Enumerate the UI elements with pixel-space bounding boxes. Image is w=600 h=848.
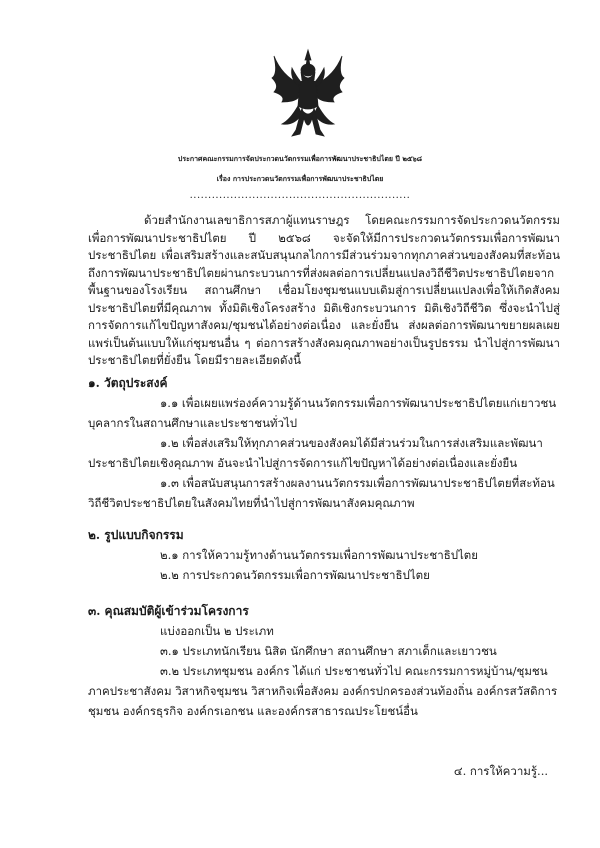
intro-paragraph: ด้วยสำนักงานเลขาธิการสภาผู้แทนราษฎร โดยคณะกรรมการจัดประกวดนวัตกรรมเพื่อการพัฒนาประชาธิปไตย ปี ๒๕๖๘ จะจัดให้มีการประกวดนวัตกรรมเพื่อการพัฒนาประชาธิปไตย เพื่อเสริมสร้างและสนับสนุนกลไกการมีส่วนร่วมจากทุกภาคส่วนของสังคมที่สะท้อนถึงการพัฒนาประชาธิปไตยผ่านกระบวนการที่ส่งผลต่อการเปลี่ยนแปลงวิถีชีวิตประชาธิปไตยจากพื้นฐานของโรงเรียน สถานศึกษา เชื่อมโยงชุมชนแบบเดิมสู่การเปลี่ยนแปลงเพื่อให้เกิดสังคมประชาธิปไตยที่มีคุณภาพ ทั้งมิติเชิงโครงสร้าง มิติเชิงกระบวนการ มิติเชิงวิถีชีวิต ซึ่งจะนำไปสู่การจัดการแก้ไขปัญหาสังคม/ชุมชนได้อย่างต่อเนื่อง และยั่งยืน ส่งผลต่อการพัฒนาขยายผลเผยแพร่เป็นต้นแบบให้แก่ชุมชนอื่น ๆ ต่อการสร้างสังคมคุณภาพอย่างเป็นรูปธรรม นำไปสู่การพัฒนาประชาธิปไตยที่ยั่งยืน โดยมีรายละเอียดดังนี้ [88,213,560,367]
section1-heading: ๑. วัตถุประสงค์ [88,376,168,390]
section3-intro: แบ่งออกเป็น ๒ ประเภท [160,624,274,638]
section1-item3-line2: วิถีชีวิตประชาธิปไตยในสังคมไทยที่นำไปสู่การพัฒนาสังคมคุณภาพ [88,496,415,510]
section1-item1-line2: บุคลากรในสถานศึกษาและประชาชนทั่วไป [88,416,298,430]
section2-item1: ๒.๑ การให้ความรู้ทางด้านนวัตกรรมเพื่อการพัฒนาประชาธิปไตย [160,548,479,562]
section1-item1-line1: ๑.๑ เพื่อเผยแพร่องค์ความรู้ด้านนวัตกรรมเพื่อการพัฒนาประชาธิปไตยแก่เยาวชน [160,396,557,410]
title-separator: ............................................................ [189,190,411,201]
announcement-subject: เรื่อง การประกวดนวัตกรรมเพื่อการพัฒนาประชาธิปไตย [216,174,384,183]
continuation-note: ๔. การให้ความรู้... [453,764,548,778]
section1-item2-line2: ประชาธิปไตยเชิงคุณภาพ อันจะนำไปสู่การจัดการแก้ไขปัญหาได้อย่างต่อเนื่องและยั่งยืน [88,456,518,470]
section3-item2-line3: ชุมชน องค์กรธุรกิจ องค์กรเอกชน และองค์กรสาธารณประโยชน์อื่น [88,704,418,718]
garuda-emblem-icon [268,48,348,144]
section3-heading: ๓. คุณสมบัติผู้เข้าร่วมโครงการ [88,604,249,618]
section3-item2-line1: ๓.๒ ประเภทชุมชน องค์กร ได้แก่ ประชาชนทั่วไป คณะกรรมการหมู่บ้าน/ชุมชน [160,664,548,678]
section3-item2-line2: ภาคประชาสังคม วิสาหกิจชุมชน วิสาหกิจเพื่อสังคม องค์กรปกครองส่วนท้องถิ่น องค์กรสวัสดิการ [88,684,558,698]
section2-item2: ๒.๒ การประกวดนวัตกรรมเพื่อการพัฒนาประชาธิปไตย [160,568,430,582]
section1-item2-line1: ๑.๒ เพื่อส่งเสริมให้ทุกภาคส่วนของสังคมได้มีส่วนร่วมในการส่งเสริมและพัฒนา [160,436,543,450]
section1-item3-line1: ๑.๓ เพื่อสนับสนุนการสร้างผลงานนวัตกรรมเพื่อการพัฒนาประชาธิปไตยที่สะท้อน [160,476,555,490]
announcement-title: ประกาศคณะกรรมการจัดประกวดนวัตกรรมเพื่อการพัฒนาประชาธิปไตย ปี ๒๕๖๘ [177,154,423,163]
section3-item1: ๓.๑ ประเภทนักเรียน นิสิต นักศึกษา สถานศึกษา สภาเด็กและเยาวชน [160,644,497,658]
section2-heading: ๒. รูปแบบกิจกรรม [88,528,184,542]
